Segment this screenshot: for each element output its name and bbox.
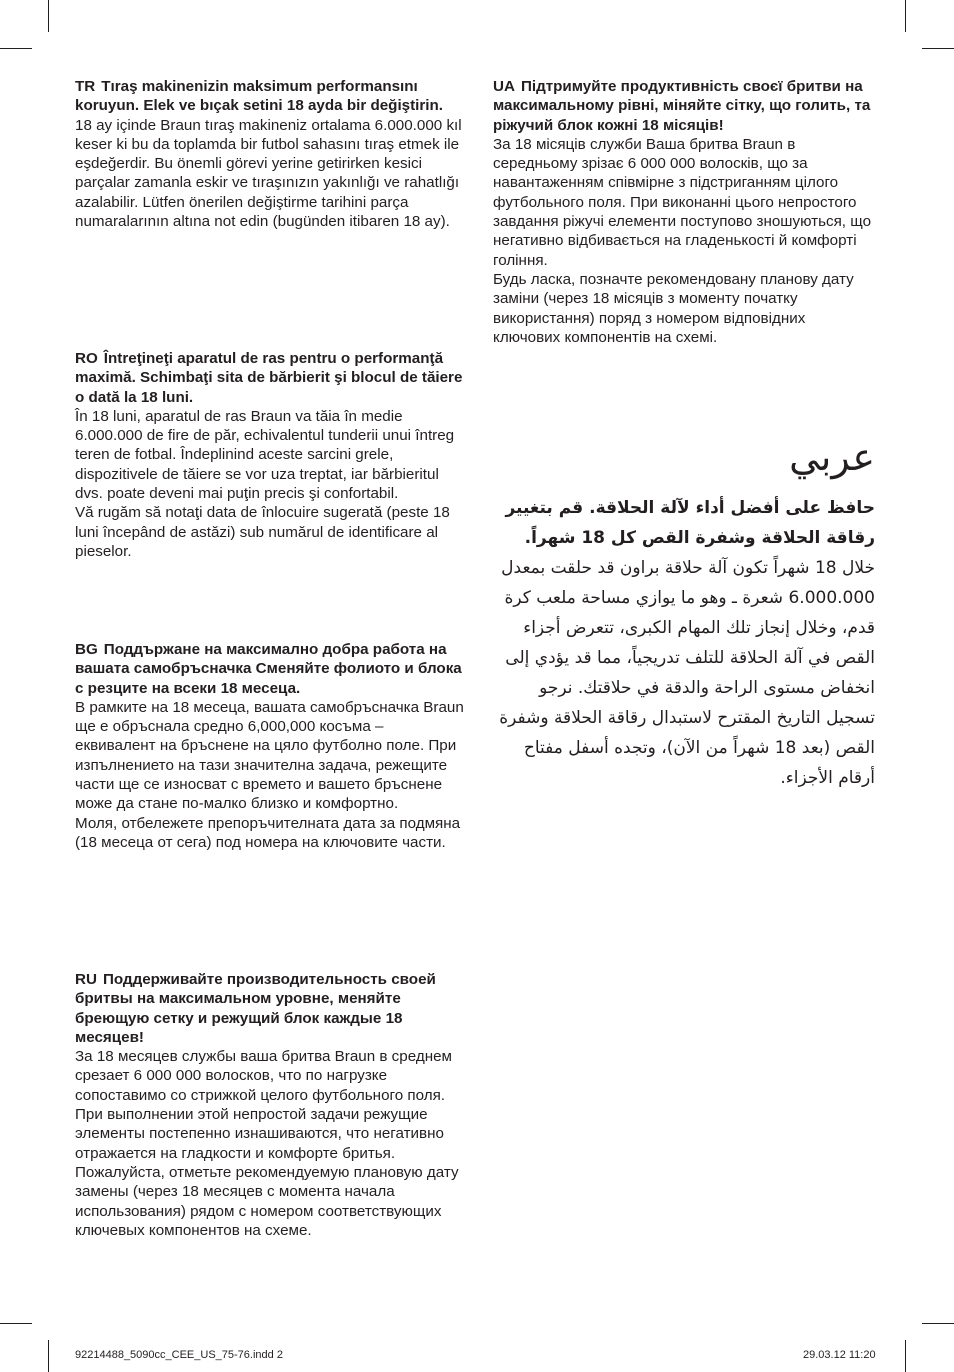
body-paragraph: Моля, отбележете препоръчителната дата за подмяна (18 месеца от сега) под номера на ключовите части. — [75, 814, 461, 851]
section-heading: حافظ على أفضل أداء لآلة الحلاقة. قم بتغيير رقاقة الحلاقة وشفرة القص كل 18 شهراً. — [505, 498, 875, 548]
language-code: RU — [75, 971, 97, 988]
body-paragraph: Пожалуйста, отметьте рекомендуемую плановую дату замены (через 18 месяцев с момента начала использования) рядом с номером соответствующих ключевых компонентов на схеме. — [75, 1163, 459, 1239]
crop-mark-top-left-h — [0, 48, 32, 49]
crop-mark-bottom-left-h — [0, 1323, 32, 1324]
section-ua — [493, 77, 875, 347]
body-paragraph: В рамките на 18 месеца, вашата самобръсначка Braun ще е обръснала средно 6,000,000 косъма – еквивалент на бръснене на цяло футболно поле. При изпълнението на тази значителна задача, режещите части ще се износват с времето и вашето бръснене може да стане по-малко близко и комфортно. — [75, 698, 464, 813]
section-heading — [493, 77, 875, 135]
heading-text: Поддържане на максимално добра работа на вашата самобръсначка Сменяйте фолиото и блока с резците на всеки 18 месеца. — [75, 641, 462, 697]
language-code: TR — [75, 78, 96, 95]
body-paragraph: خلال 18 شهراً تكون آلة حلاقة براون قد حلقت بمعدل 6.000.000 شعرة ـ وهو ما يوازي مساحة ملعب كرة قدم، وخلال إنجاز تلك المهام الكبرى، تتعرض أجزاء القص في آلة الحلاقة للتلف تدريجياً، مما قد يؤدي إلى انخفاض مستوى الراحة والدقة في حلاقتك. نرجو تسجيل التاريخ المقترح لاستبدال رقاقة الحلاقة وشفرة القص (بعد 18 شهراً من الآن)، وتجده أسفل مفتاح أرقام الأجزاء. — [499, 558, 875, 788]
section-tr — [75, 77, 467, 231]
language-title: عربي — [789, 435, 875, 479]
heading-text: Întreţineţi aparatul de ras pentru o performanţă maximă. Schimbaţi sita de bărbierit şi blocul de tăiere o dată la 18 luni. — [75, 350, 463, 406]
section-heading — [75, 349, 467, 407]
crop-mark-bottom-left — [48, 1340, 49, 1372]
section-ro — [75, 349, 467, 561]
section-heading — [75, 77, 467, 116]
footer-date: 29.03.12 11:20 — [803, 1349, 876, 1361]
section-heading — [75, 640, 467, 698]
crop-mark-bottom-right-h — [922, 1323, 954, 1324]
section-bg — [75, 640, 467, 852]
crop-mark-bottom-right — [905, 1340, 906, 1372]
section-heading — [75, 970, 467, 1047]
language-code: RO — [75, 350, 98, 367]
body-paragraph: Будь ласка, позначте рекомендовану планову дату заміни (через 18 місяців з моменту початку використання) поряд з номером відповідних ключових компонентів на схемі. — [493, 270, 854, 346]
crop-mark-top-right-h — [922, 48, 954, 49]
language-code: BG — [75, 641, 98, 658]
crop-mark-top-left — [48, 0, 49, 32]
section-ar — [493, 435, 875, 793]
body-paragraph: За 18 месяцев службы ваша бритва Braun в среднем срезает 6 000 000 волосков, что по нагрузке сопоставимо со стрижкой целого футбольного поля. При выполнении этой непростой задачи режущие элементы постепенно изнашиваются, что негативно отражается на гладкости и комфорте бритья. — [75, 1048, 452, 1162]
heading-text: Підтримуйте продуктивність своєї бритви на максимальному рівні, міняйте сітку, що голить, та ріжучий блок кожні 18 місяців! — [493, 78, 871, 134]
body-paragraph: În 18 luni, aparatul de ras Braun va tăia în medie 6.000.000 de fire de păr, echivalentul tunderii unui întreg teren de fotbal. Îndeplinind aceste sarcini grele, dispozitivele de tăiere se vor uza treptat, iar bărbieritul dvs. poate deveni mai puţin precis şi confortabil. — [75, 407, 455, 503]
footer-file-name: 92214488_5090cc_CEE_US_75-76.indd 2 — [75, 1349, 283, 1361]
section-ru — [75, 970, 467, 1240]
heading-text: Tıraş makinenizin maksimum performansını koruyun. Elek ve bıçak setini 18 ayda bir değiştirin. — [75, 78, 444, 115]
heading-text: Поддерживайте производительность своей бритвы на максимальном уровне, меняйте бреющую сетку и режущий блок каждые 18 месяцев! — [75, 971, 436, 1046]
crop-mark-top-right — [905, 0, 906, 32]
language-code: UA — [493, 78, 515, 95]
body-paragraph: 18 ay içinde Braun tıraş makineniz ortalama 6.000.000 kıl keser ki bu da toplamda bir futbol sahasını tıraş etmek ile eşdeğerdir. Bu önemli görevi yerine getirirken kesici parçalar zamanla eskir ve tıraşınızın yakınlığı ve rahatlığı azalabilir. Lütfen önerilen değiştirme tarihini parça numaralarının altına not edin (bugünden itibaren 18 ay). — [75, 116, 462, 231]
body-paragraph: Vă rugăm să notaţi data de înlocuire sugerată (peste 18 luni începând de astăzi) sub numărul de identificare al pieselor. — [75, 504, 450, 560]
body-paragraph: За 18 місяців служби Ваша бритва Braun в середньому зрізає 6 000 000 волосків, що за навантаженням співмірне з підстриганням цілого футбольного поля. При виконанні цього непростого завдання ріжучі елементи поступово зношуються, що негативно відбивається на гладенькості й комфорті гоління. — [493, 135, 872, 269]
